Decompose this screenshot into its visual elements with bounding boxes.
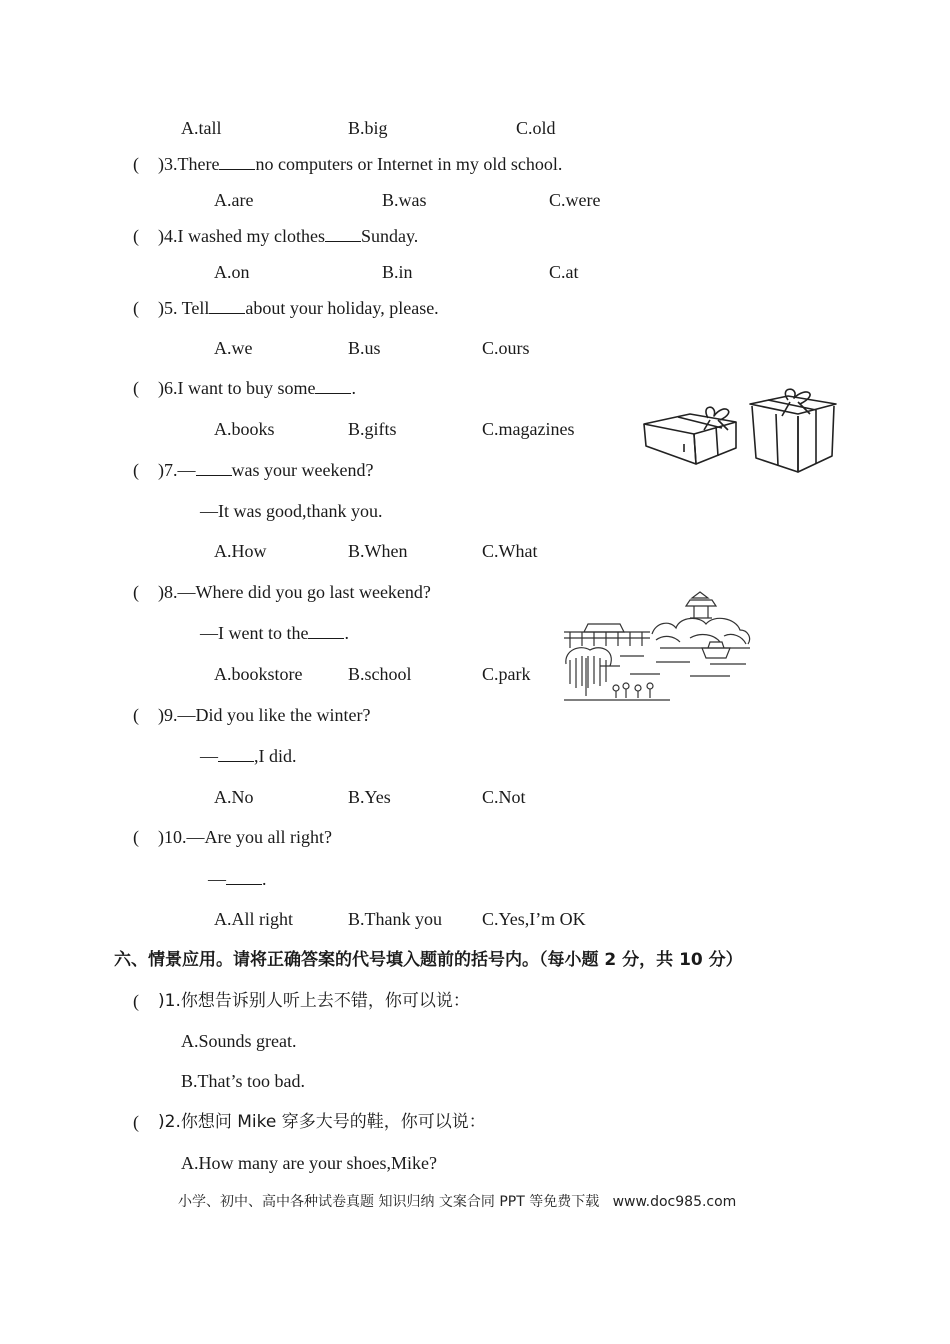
option-b: B.Thank you	[348, 909, 442, 929]
answer-blank	[218, 745, 254, 762]
option-a: A.we	[214, 338, 253, 358]
section-title: 六、情景应用。请将正确答案的代号填入题前的括号内。（每小题 2 分，共 10 分）	[114, 950, 743, 970]
answer-paren: (	[133, 154, 139, 174]
option-a: A.books	[214, 419, 275, 439]
answer-blank	[226, 868, 262, 885]
gift-boxes-illustration	[638, 386, 843, 478]
option-a: A.bookstore	[214, 664, 303, 684]
answer-blank	[219, 153, 255, 170]
page-footer: 小学、初中、高中各种试卷真题 知识归纳 文案合同 PPT 等免费下载 www.doc985.com	[178, 1194, 737, 1210]
answer-paren: (	[133, 378, 139, 398]
question-7: )7.— was your weekend?	[158, 460, 374, 480]
option-a: A.are	[214, 190, 254, 210]
answer-blank	[325, 225, 361, 242]
answer-paren: (	[133, 827, 139, 847]
question-3: )3.There no computers or Internet in my old school.	[158, 154, 563, 174]
answer-paren: (	[133, 298, 139, 318]
question-4: )4.I washed my clothes Sunday.	[158, 226, 419, 246]
option-b: B.us	[348, 338, 381, 358]
option-b: B.Yes	[348, 787, 391, 807]
option-a: A.How many are your shoes,Mike?	[181, 1153, 437, 1173]
dialog-answer: —I went to the .	[200, 623, 349, 643]
dialog-answer: — ,I did.	[200, 746, 297, 766]
option-c: C.magazines	[482, 419, 575, 439]
option-b: B.When	[348, 541, 408, 561]
option-b: B.in	[382, 262, 413, 282]
option-c: C.Yes,I’m OK	[482, 909, 586, 929]
answer-blank	[308, 622, 344, 639]
option-a: A.on	[214, 262, 250, 282]
option-c: C.park	[482, 664, 531, 684]
question-6: )6.I want to buy some .	[158, 378, 356, 398]
option-c: C.What	[482, 541, 538, 561]
answer-paren: (	[133, 705, 139, 725]
answer-paren: (	[133, 460, 139, 480]
scenario-question-2: )2.你想问 Mike 穿多大号的鞋，你可以说：	[158, 1112, 486, 1132]
answer-paren: (	[133, 991, 139, 1011]
answer-paren: (	[133, 1112, 139, 1132]
option-a: A.Sounds great.	[181, 1031, 297, 1051]
option-b: B.was	[382, 190, 427, 210]
scenario-question-1: )1.你想告诉别人听上去不错，你可以说：	[158, 991, 470, 1011]
answer-blank	[209, 297, 245, 314]
dialog-answer: — .	[208, 869, 267, 889]
park-illustration	[560, 588, 755, 706]
option-a: A.No	[214, 787, 254, 807]
option-a: A.How	[214, 541, 267, 561]
answer-paren: (	[133, 582, 139, 602]
option-c: C.were	[549, 190, 601, 210]
question-5: )5. Tell about your holiday, please.	[158, 298, 439, 318]
answer-blank	[315, 377, 351, 394]
dialog-answer: —It was good,thank you.	[200, 501, 383, 521]
answer-blank	[196, 459, 232, 476]
answer-paren: (	[133, 226, 139, 246]
option-a: A.All right	[214, 909, 293, 929]
option-b: B.school	[348, 664, 412, 684]
option-c: C.at	[549, 262, 579, 282]
option-b: B.gifts	[348, 419, 397, 439]
option-b: B.big	[348, 118, 388, 138]
option-c: C.Not	[482, 787, 526, 807]
question-10: )10.—Are you all right?	[158, 827, 332, 847]
option-c: C.old	[516, 118, 556, 138]
option-c: C.ours	[482, 338, 530, 358]
option-b: B.That’s too bad.	[181, 1071, 305, 1091]
option-a: A.tall	[181, 118, 222, 138]
question-8: )8.—Where did you go last weekend?	[158, 582, 431, 602]
question-9: )9.—Did you like the winter?	[158, 705, 371, 725]
